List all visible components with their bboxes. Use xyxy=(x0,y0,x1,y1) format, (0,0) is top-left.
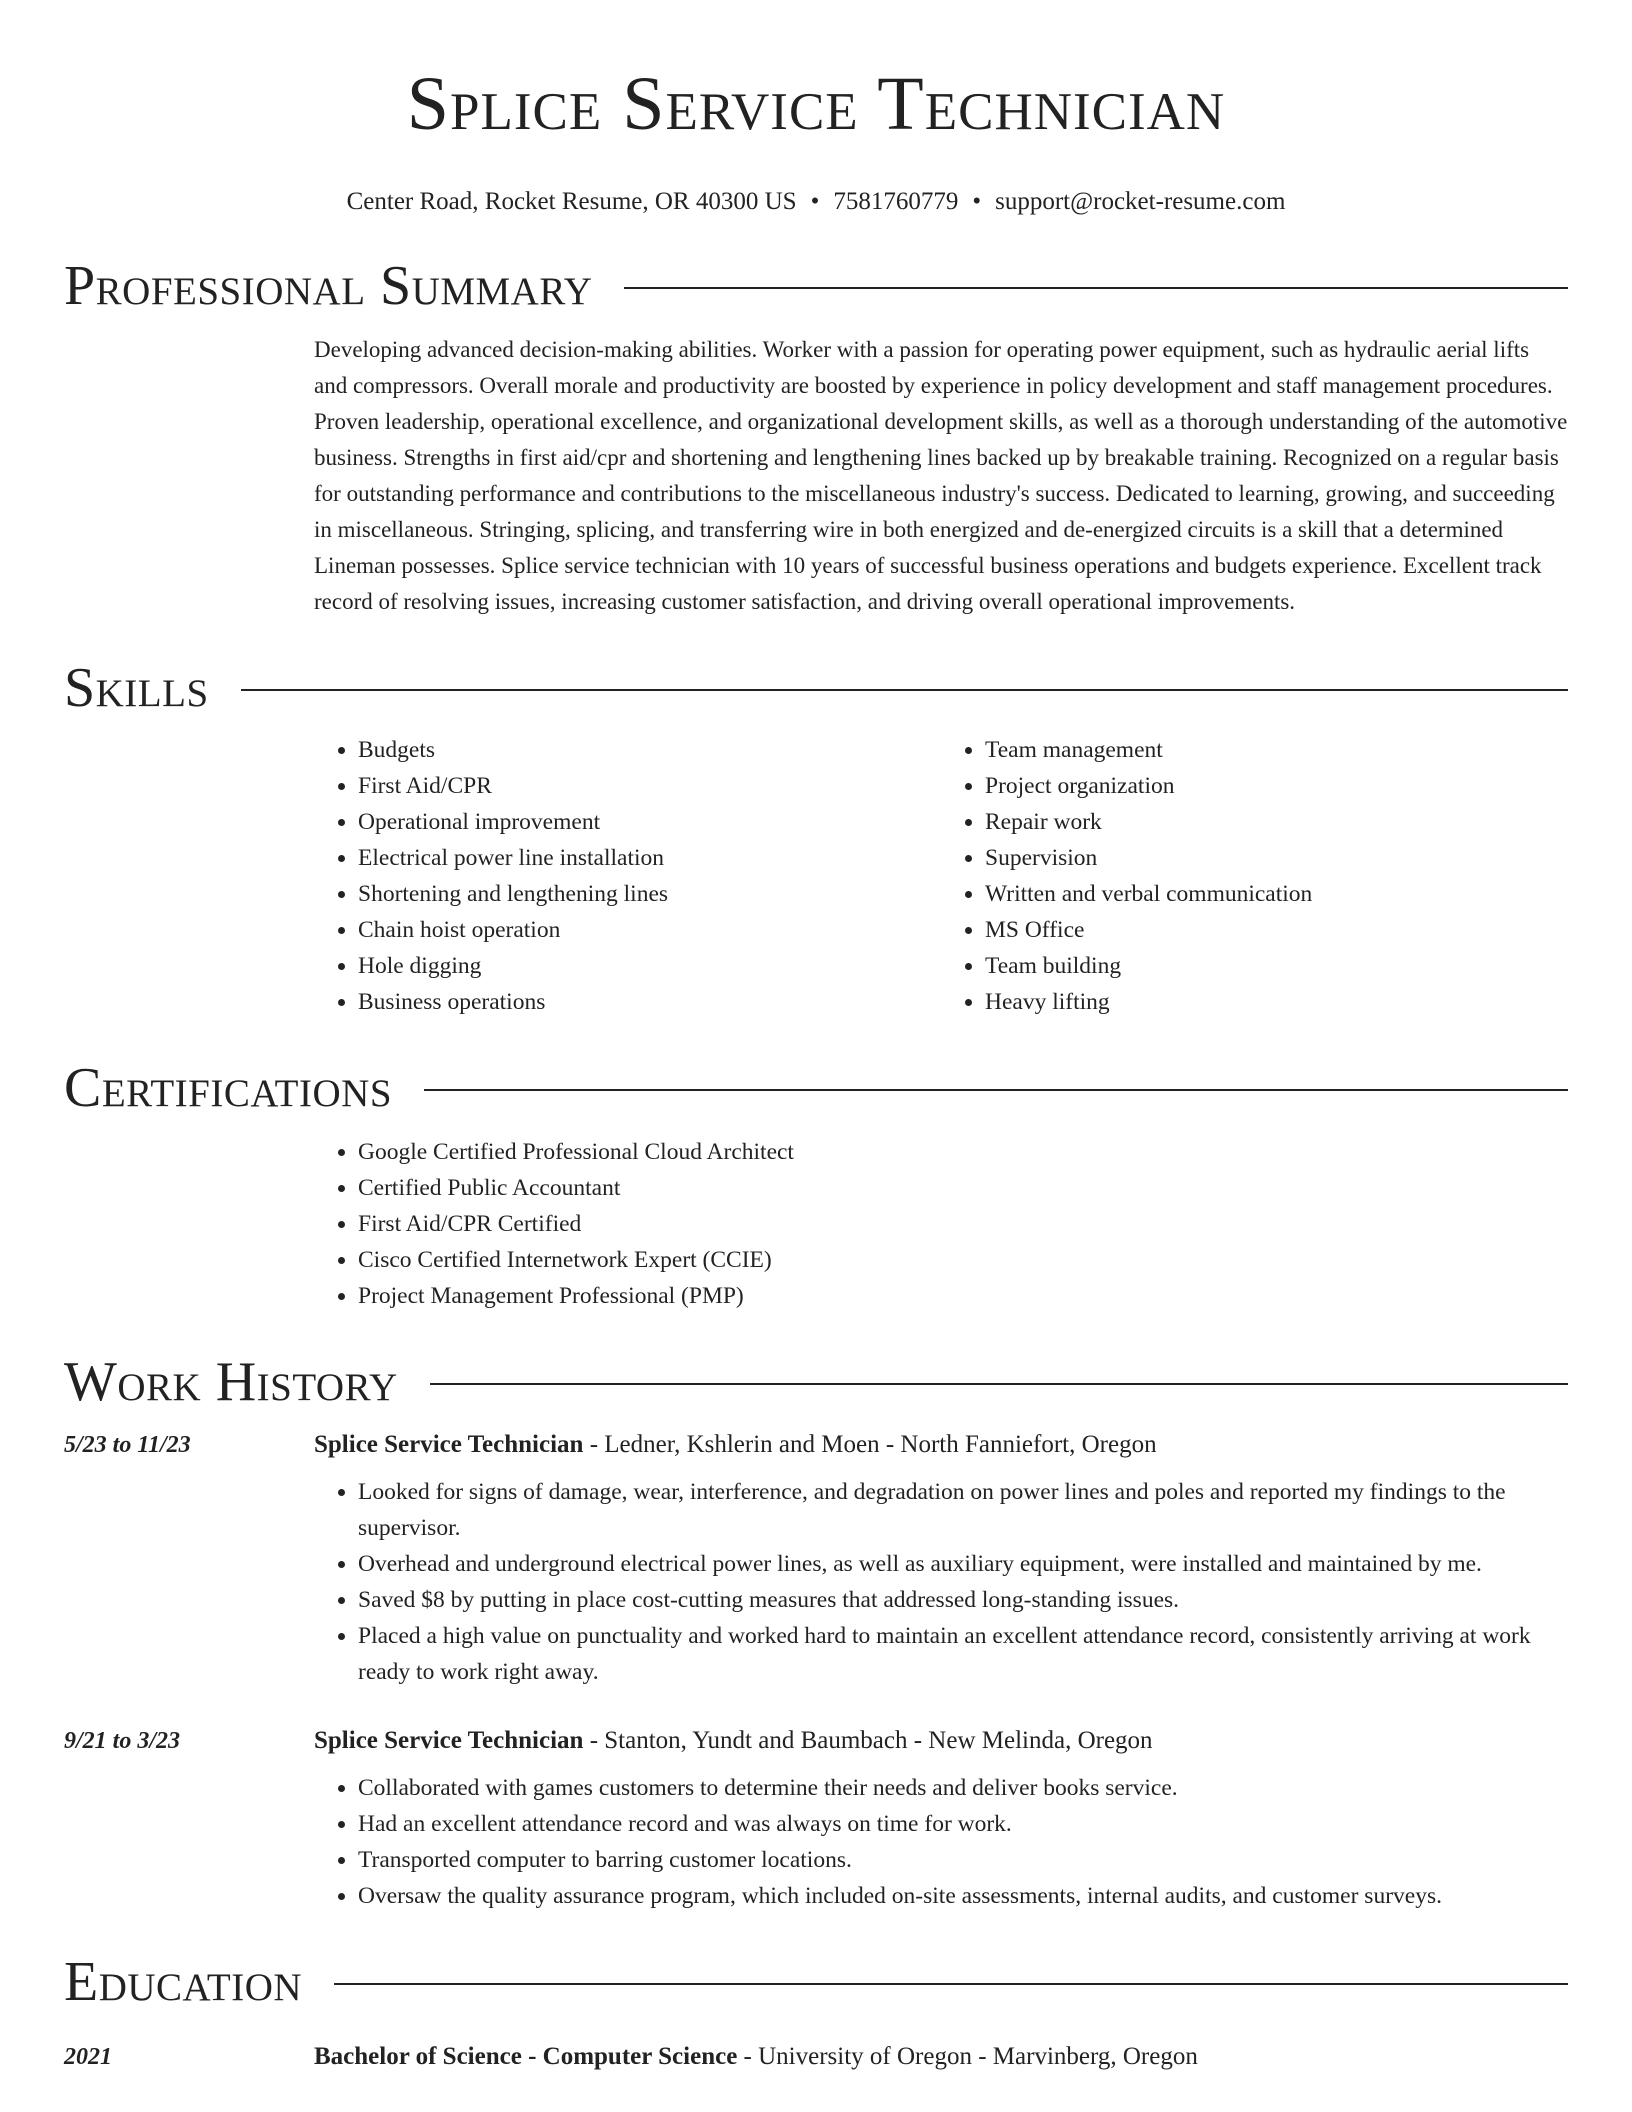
contact-email: support@rocket-resume.com xyxy=(995,188,1286,215)
skill-item: • Electrical power line installation xyxy=(358,840,941,876)
skills-section-header xyxy=(64,656,1568,720)
education-line xyxy=(314,2040,1568,2074)
job-employer: - Ledner, Kshlerin and Moen - North Fanniefort, Oregon xyxy=(583,1431,1157,1458)
skills-column-right xyxy=(941,732,1568,1020)
job-title: Splice Service Technician xyxy=(314,1727,584,1754)
certification-item: • Certified Public Accountant xyxy=(358,1170,1568,1206)
skill-item: • Chain hoist operation xyxy=(358,912,941,948)
skill-item: • Team building xyxy=(985,948,1568,984)
skill-item: • Shortening and lengthening lines xyxy=(358,876,941,912)
skills-list xyxy=(314,732,1568,1020)
job-bullets xyxy=(314,1474,1568,1690)
education-school: - University of Oregon - Marvinberg, Oregon xyxy=(737,2043,1198,2070)
section-divider xyxy=(334,1983,1568,1985)
certification-item: • Project Management Professional (PMP) xyxy=(358,1278,1568,1314)
certifications-list xyxy=(314,1134,1568,1314)
job-body xyxy=(314,1428,1568,1690)
skill-item: • Supervision xyxy=(985,840,1568,876)
job-bullet: • Saved $8 by putting in place cost-cutting measures that addressed long-standing issues. xyxy=(358,1582,1568,1618)
job-bullets xyxy=(314,1770,1568,1914)
section-divider xyxy=(430,1383,1568,1385)
certifications-section-header xyxy=(64,1056,1568,1120)
job-bullet: • Placed a high value on punctuality and worked hard to maintain an excellent attendance record, consistently arriving at work ready to work right away. xyxy=(358,1618,1568,1690)
summary-section-header xyxy=(64,254,1568,318)
skill-item: • Team management xyxy=(985,732,1568,768)
job-title-line xyxy=(314,1724,1568,1758)
contact-separator: • xyxy=(972,188,982,215)
job-bullet: • Had an excellent attendance record and was always on time for work. xyxy=(358,1806,1568,1842)
job-title: Splice Service Technician xyxy=(314,1431,584,1458)
certifications-bullets xyxy=(314,1134,1568,1314)
job-employer: - Stanton, Yundt and Baumbach - New Melinda, Oregon xyxy=(583,1727,1153,1754)
education-body xyxy=(314,2040,1568,2074)
job-entry xyxy=(64,1428,1568,1690)
contact-line xyxy=(64,186,1568,218)
contact-separator: • xyxy=(810,188,820,215)
skills-column-left xyxy=(314,732,941,1020)
summary-text: Developing advanced decision-making abilities. Worker with a passion for operating power equipment, such as hydraulic aerial lifts and compressors. Overall morale and productivity are boosted by experience in policy development and staff management procedures. Proven leadership, operational excellence, and organizational development skills, as well as a thorough understanding of the automotive business. Strengths in first aid/cpr and shortening and lengthening lines backed up by breakable training. Recognized on a regular basis for outstanding performance and contributions to the miscellaneous industry's success. Dedicated to learning, growing, and succeeding in miscellaneous. Stringing, splicing, and transferring wire in both energized and de-energized circuits is a skill that a determined Lineman possesses. Splice service technician with 10 years of successful business operations and budgets experience. Excellent track record of resolving issues, increasing customer satisfaction, and driving overall operational improvements. xyxy=(314,337,1568,614)
skill-item: • MS Office xyxy=(985,912,1568,948)
skill-item: • Hole digging xyxy=(358,948,941,984)
skill-item: • Repair work xyxy=(985,804,1568,840)
job-bullet: • Collaborated with games customers to determine their needs and deliver books service. xyxy=(358,1770,1568,1806)
education-year: 2021 xyxy=(64,2044,112,2070)
certification-item: • Google Certified Professional Cloud Architect xyxy=(358,1134,1568,1170)
job-title-line xyxy=(314,1428,1568,1462)
education-degree: Bachelor of Science - Computer Science xyxy=(314,2043,738,2070)
skill-item: • Business operations xyxy=(358,984,941,1020)
skill-item: • Written and verbal communication xyxy=(985,876,1568,912)
certification-item: • First Aid/CPR Certified xyxy=(358,1206,1568,1242)
job-bullet: • Oversaw the quality assurance program, which included on-site assessments, internal audits, and customer surveys. xyxy=(358,1878,1568,1914)
job-entry xyxy=(64,1724,1568,1914)
job-bullet: • Looked for signs of damage, wear, interference, and degradation on power lines and poles and reported my findings to the supervisor. xyxy=(358,1474,1568,1546)
section-divider xyxy=(624,287,1568,289)
job-dates: 9/21 to 3/23 xyxy=(64,1728,181,1754)
skill-item: • Budgets xyxy=(358,732,941,768)
skill-item: • First Aid/CPR xyxy=(358,768,941,804)
contact-phone: 7581760779 xyxy=(833,188,959,215)
section-divider xyxy=(241,689,1568,691)
education-entry xyxy=(64,2040,1568,2074)
candidate-name: Splice Service Technician xyxy=(406,62,1226,146)
section-divider xyxy=(424,1089,1568,1091)
certification-item: • Cisco Certified Internetwork Expert (CCIE) xyxy=(358,1242,1568,1278)
job-body xyxy=(314,1724,1568,1914)
skill-item: • Operational improvement xyxy=(358,804,941,840)
certifications-heading: Certifications xyxy=(64,1057,393,1119)
contact-address: Center Road, Rocket Resume, OR 40300 US xyxy=(346,188,797,215)
education-section-header xyxy=(64,1950,1568,2014)
job-dates: 5/23 to 11/23 xyxy=(64,1432,191,1458)
job-bullet: • Overhead and underground electrical power lines, as well as auxiliary equipment, were installed and maintained by me. xyxy=(358,1546,1568,1582)
work-heading: Work History xyxy=(64,1351,398,1413)
skill-item: • Project organization xyxy=(985,768,1568,804)
work-section-header xyxy=(64,1350,1568,1414)
education-heading: Education xyxy=(64,1951,303,2013)
skills-heading: Skills xyxy=(64,657,209,719)
job-bullet: • Transported computer to barring customer locations. xyxy=(358,1842,1568,1878)
skill-item: • Heavy lifting xyxy=(985,984,1568,1020)
summary-heading: Professional Summary xyxy=(64,255,593,317)
